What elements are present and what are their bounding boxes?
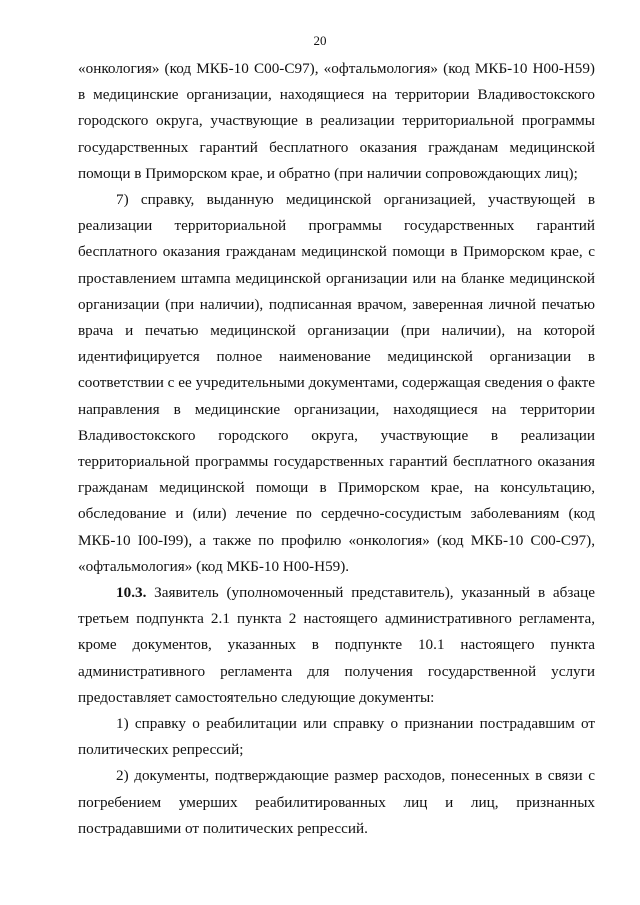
paragraph-item-1: 1) справку о реабилитации или справку о признании пострадавшим от политических репрессий; [78, 715, 595, 759]
page-number: 20 [313, 33, 327, 48]
document-body [78, 56, 595, 842]
section-number: 10.3. [116, 584, 147, 602]
paragraph-continuation: «онкология» (код МКБ-10 С00-С97), «офтальмология» (код МКБ-10 Н00-Н59) в медицинские организации, находящиеся на территории Владивостокского городского округа, участвующие в реализации территориальной программы государственных гарантий бесплатного оказания гражданам медицинской помощи в Приморском крае, и обратно (при наличии сопровождающих лиц); [78, 60, 595, 182]
paragraph-item-7: 7) справку, выданную медицинской организацией, участвующей в реализации территориальной программы государственных гарантий бесплатного оказания гражданам медицинской помощи в Приморском крае, с проставлением штампа медицинской организации или на бланке медицинской организации (при наличии), подписанная врачом, заверенная личной печатью врача и печатью медицинской организации (при наличии), на которой идентифицируется полное наименование медицинской организации в соответствии с ее учредительными документами, содержащая сведения о факте направления в медицинские организации, находящиеся на территории Владивостокского городского округа, участвующие в реализации территориальной программы государственных гарантий бесплатного оказания гражданам медицинской помощи в Приморском крае, на консультацию, обследование и (или) лечение по сердечно-сосудистым заболеваниям (код МКБ-10 I00-I99), а также по профилю «онкология» (код МКБ-10 С00-С97), «офтальмология» (код МКБ-10 Н00-Н59). [78, 191, 595, 575]
paragraph-item-2: 2) документы, подтверждающие размер расходов, понесенных в связи с погребением умерших реабилитированных лиц и лиц, признанных пострадавшими от политических репрессий. [78, 767, 595, 837]
section-text: Заявитель (уполномоченный представитель), указанный в абзаце третьем подпункта 2.1 пункта 2 настоящего административного регламента, кроме документов, указанных в подпункте 10.1 настоящего пункта административного регламента для получения государственной услуги предоставляет самостоятельно следующие документы: [78, 584, 595, 706]
paragraph-section-10-3 [78, 580, 595, 711]
